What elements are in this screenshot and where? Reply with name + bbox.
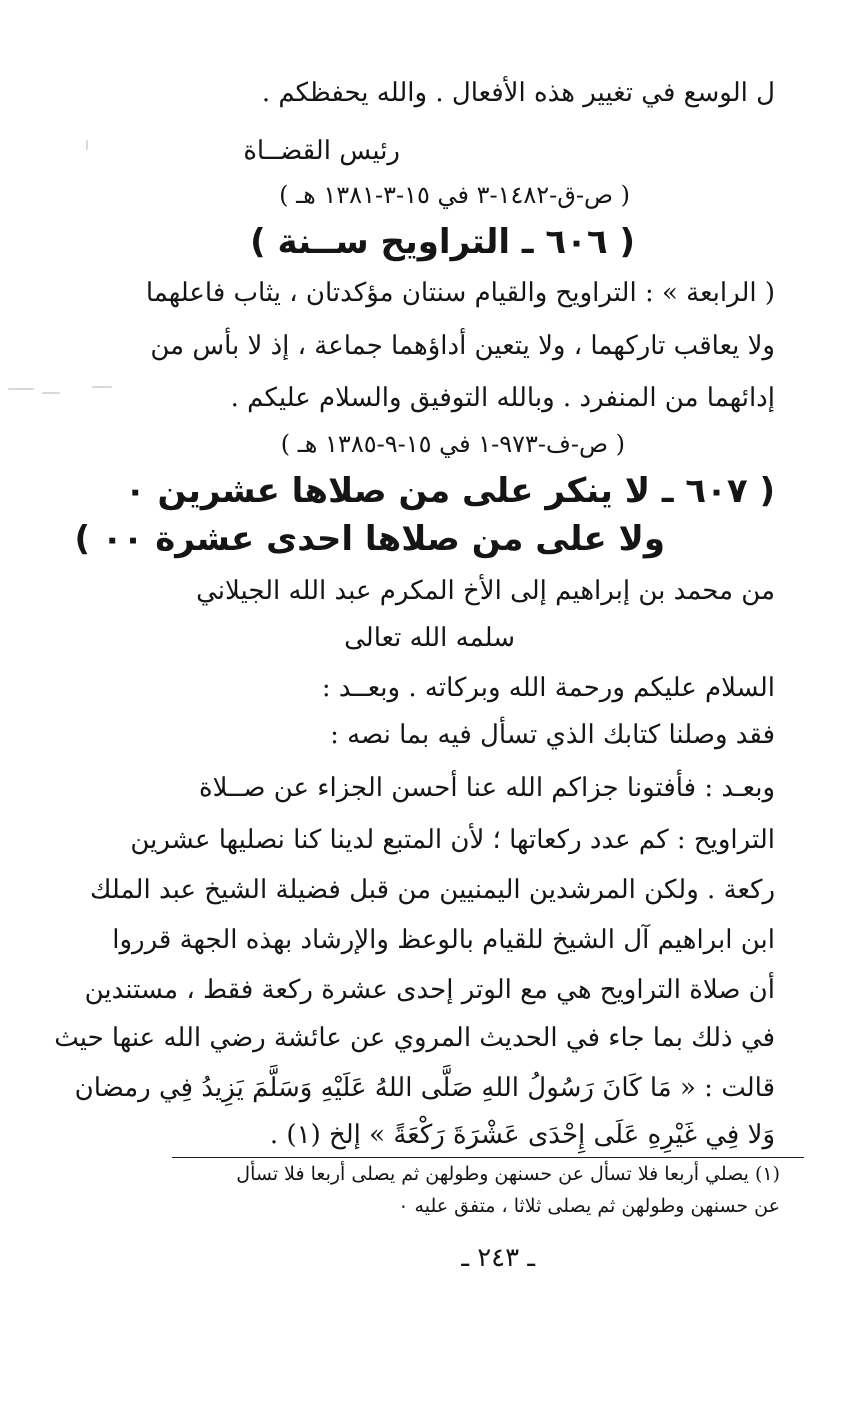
body-line: فقد وصلنا كتابك الذي تسأل فيه بما نصه : — [330, 720, 775, 750]
body-line: ل الوسع في تغيير هذه الأفعال . والله يحفظكم . — [261, 78, 775, 108]
footnote-line: (١) يصلي أربعا فلا تسأل عن حسنهن وطولهن ثم يصلى أربعا فلا تسأل — [236, 1163, 780, 1185]
body-line: سلمه الله تعالى — [344, 623, 515, 653]
body-line: من محمد بن إبراهيم إلى الأخ المكرم عبد الله الجيلاني — [196, 576, 775, 606]
body-line: قالت : « مَا كَانَ رَسُولُ اللهِ صَلَّى اللهُ عَلَيْهِ وَسَلَّمَ يَزِيدُ فِي رمضان — [74, 1073, 775, 1103]
section-heading: ( ٦٠٦ ـ التراويح ســنة ) — [250, 222, 635, 262]
footnote-rule — [172, 1157, 804, 1158]
body-line: أن صلاة التراويح هي مع الوتر إحدى عشرة ركعة فقط ، مستندين — [84, 975, 775, 1005]
body-line: ابن ابراهيم آل الشيخ للقيام بالوعظ والإرشاد بهذه الجهة قرروا — [112, 925, 775, 955]
reference-line: ( ص-ق-١٤٨٢-٣ في ١٥-٣-١٣٨١ هـ ) — [279, 181, 630, 209]
body-line: ( الرابعة » : التراويح والقيام سنتان مؤكدتان ، يثاب فاعلهما — [145, 278, 775, 308]
scan-speck — [8, 388, 34, 390]
body-line: إدائهما من المنفرد . وبالله التوفيق والسلام عليكم . — [230, 383, 775, 413]
body-line: وَلا فِي غَيْرِهِ عَلَى إِحْدَى عَشْرَةَ رَكْعَةً » إلخ (١) . — [269, 1120, 775, 1150]
body-line: ولا يعاقب تاركهما ، ولا يتعين أداؤهما جماعة ، إذ لا بأس من — [150, 331, 775, 361]
body-line: ركعة . ولكن المرشدين اليمنيين من قبل فضيلة الشيخ عبد الملك — [89, 875, 775, 905]
scan-speck — [86, 140, 88, 150]
body-line: في ذلك بما جاء في الحديث المروي عن عائشة رضي الله عنها حيث — [54, 1023, 775, 1053]
section-heading: ( ٦٠٧ ـ لا ينكر على من صلاها عشرين ٠ — [124, 471, 775, 511]
body-line: السلام عليكم ورحمة الله وبركاته . وبعــد : — [321, 673, 775, 703]
body-line: التراويح : كم عدد ركعاتها ؛ لأن المتبع لدينا كنا نصليها عشرين — [130, 825, 775, 855]
reference-line: ( ص-ف-٩٧٣-١ في ١٥-٩-١٣٨٥ هـ ) — [280, 430, 625, 458]
section-heading: ولا على من صلاها احدى عشرة ٠٠ ) — [74, 519, 665, 559]
footnote-line: عن حسنهن وطولهن ثم يصلى ثلاثا ، متفق عليه ٠ — [398, 1195, 780, 1217]
scan-speck — [42, 392, 60, 394]
signature-line: رئيس القضــاة — [243, 136, 400, 166]
page-number: ـ ٢٤٣ ـ — [461, 1243, 535, 1273]
scan-speck — [92, 386, 112, 388]
body-line: وبعـد : فأفتونا جزاكم الله عنا أحسن الجزاء عن صــلاة — [198, 773, 775, 803]
